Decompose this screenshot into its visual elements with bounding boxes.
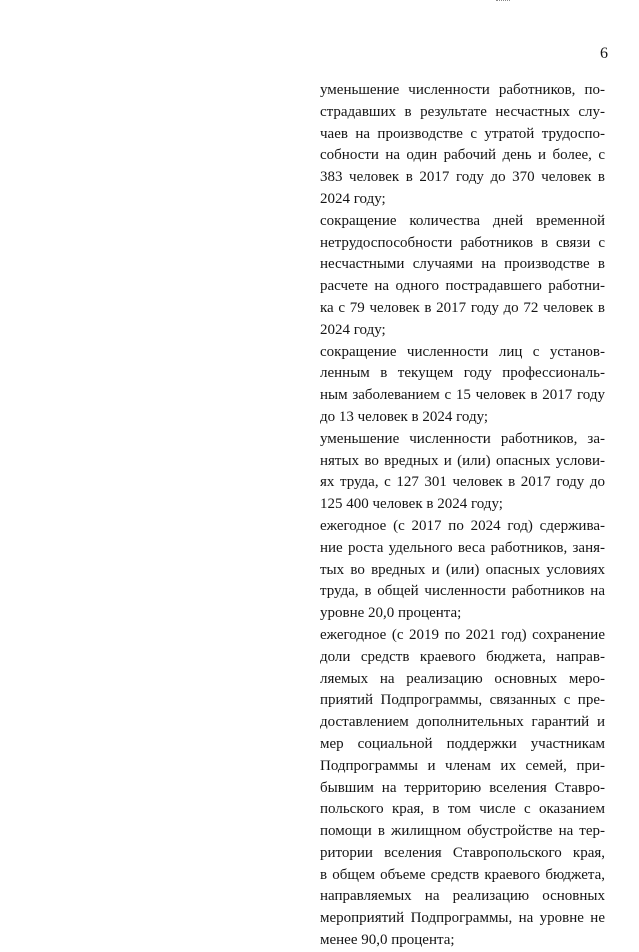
text-line: чаев на производстве с утратой трудоспо-	[320, 125, 605, 142]
text-line: сокращение количества дней временной	[320, 212, 605, 229]
text-line: менее 90,0 процента;	[320, 932, 455, 949]
text-line: уменьшение численности работников, за-	[320, 430, 605, 447]
body-text	[320, 80, 605, 952]
text-line: ежегодное (с 2019 по 2021 год) сохранение	[320, 626, 605, 643]
text-line: ние роста удельного веса работников, заня-	[320, 539, 605, 556]
text-line: доставлением дополнительных гарантий и	[320, 714, 605, 731]
text-line: ритории вселения Ставропольского края,	[320, 844, 605, 861]
text-line: труда, в общей численности работников на	[320, 583, 605, 600]
text-line: ляемых на реализацию основных меро-	[320, 670, 605, 687]
text-line: нетрудоспособности работников в связи с	[320, 234, 605, 251]
text-line: уменьшение численности работников, по-	[320, 82, 605, 98]
text-line: мер социальной поддержки участникам	[320, 735, 605, 752]
text-line: сокращение численности лиц с установ-	[320, 343, 605, 360]
text-line: ка с 79 человек в 2017 году до 72 человек в	[320, 299, 605, 316]
text-line: помощи в жилищном обустройстве на тер-	[320, 823, 605, 840]
text-line: ленным в текущем году профессиональ-	[320, 365, 605, 382]
page-number: 6	[600, 45, 608, 62]
text-line: в общем объеме средств краевого бюджета,	[320, 866, 605, 883]
text-line: тых во вредных и (или) опасных условиях	[320, 561, 605, 578]
text-line: до 13 человек в 2024 году;	[320, 408, 489, 425]
text-line: Подпрограммы и членам их семей, при-	[320, 757, 605, 774]
text-line: 383 человек в 2017 году до 370 человек в	[320, 169, 605, 186]
text-line: собности на один рабочий день и более, с	[320, 147, 605, 164]
text-line: несчастными случаями на производстве в	[320, 256, 605, 273]
text-line: ях труда, с 127 301 человек в 2017 году до	[320, 474, 605, 491]
text-line: 2024 году;	[320, 190, 386, 207]
scan-mark	[496, 0, 510, 4]
text-line: приятий Подпрограммы, связанных с пре-	[320, 692, 605, 709]
text-line: ежегодное (с 2017 по 2024 год) сдержива-	[320, 517, 605, 534]
text-line: бывшим на территорию вселения Ставро-	[320, 779, 605, 796]
text-line: польского края, в том числе с оказанием	[320, 801, 605, 818]
text-line: ным заболеванием с 15 человек в 2017 году	[320, 387, 605, 404]
text-line: нятых во вредных и (или) опасных услови-	[320, 452, 605, 469]
text-line: 2024 году;	[320, 321, 386, 338]
text-line: расчете на одного пострадавшего работни-	[320, 278, 605, 295]
text-line: направляемых на реализацию основных	[320, 888, 605, 905]
text-line: мероприятий Подпрограммы, на уровне не	[320, 910, 605, 927]
text-line: страдавших в результате несчастных слу-	[320, 103, 605, 120]
text-line: уровне 20,0 процента;	[320, 605, 462, 622]
text-line: 125 400 человек в 2024 году;	[320, 496, 503, 513]
text-line: доли средств краевого бюджета, направ-	[320, 648, 605, 665]
